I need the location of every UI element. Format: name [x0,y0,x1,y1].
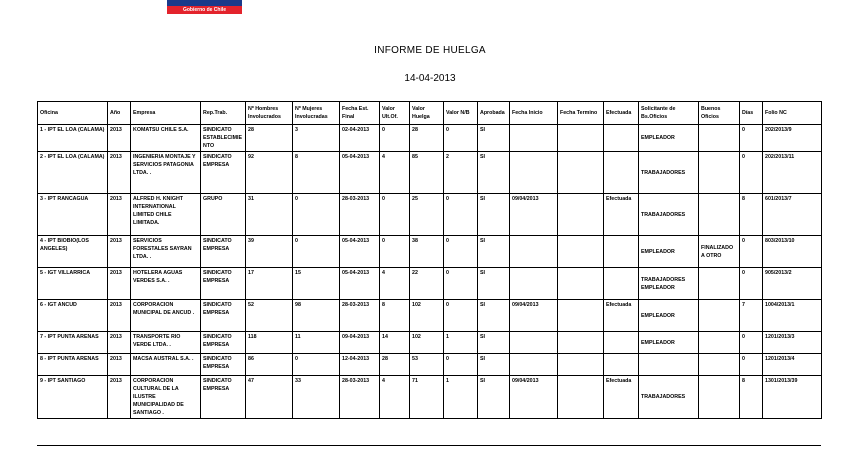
table-body [38,125,822,419]
table-cell: 71 [410,376,444,419]
table-cell: 6 - IGT ANCUD [38,300,108,332]
strike-report-table [37,101,822,419]
table-cell: 09-04-2013 [340,332,380,354]
table-cell: HOTELERA AGUAS VERDES S.A. . [131,268,201,300]
table-cell: CORPORACION CULTURAL DE LA ILUSTRE MUNICIPALIDAD DE SANTIAGO . [131,376,201,419]
table-cell: 98 [293,300,340,332]
table-cell: SI [478,125,510,152]
table-cell: 118 [246,332,293,354]
table-cell: EMPLEADOR [639,332,699,354]
table-cell: 0 [444,125,478,152]
table-cell: 09/04/2013 [510,300,558,332]
table-cell: 85 [410,152,444,194]
table-row [38,152,822,194]
table-cell: SINDICATO EMPRESA [201,268,246,300]
table-cell: 0 [444,300,478,332]
table-cell: 9 - IPT SANTIAGO [38,376,108,419]
col-header: Valor Huelga [410,102,444,125]
table-row [38,300,822,332]
table-cell [604,332,639,354]
table-cell: SERVICIOS FORESTALES SAYRAN LTDA. . [131,236,201,268]
table-cell: EMPLEADOR [639,300,699,332]
table-cell [510,125,558,152]
table-cell: SI [478,376,510,419]
table-cell: 202/2013/11 [763,152,822,194]
table-cell [699,194,740,236]
table-cell [558,194,604,236]
table-cell: 2013 [108,152,131,194]
table-cell: 102 [410,332,444,354]
col-header: Días [740,102,763,125]
table-cell: 0 [293,236,340,268]
table-cell: 0 [740,268,763,300]
table-cell: 8 [740,376,763,419]
table-cell: SINDICATO EMPRESA [201,332,246,354]
table-cell: Efectuada [604,300,639,332]
col-header: Fecha Termino [558,102,604,125]
table-cell: SINDICATO EMPRESA [201,354,246,376]
table-cell: 0 [444,236,478,268]
table-cell [699,268,740,300]
table-cell: 0 [444,268,478,300]
table-cell: 2013 [108,125,131,152]
table-cell [604,354,639,376]
table-cell: INGENIERIA MONTAJE Y SERVICIOS PATAGONIA LTDA. . [131,152,201,194]
table-cell: 0 [293,194,340,236]
table-cell: EMPLEADOR [639,125,699,152]
table-cell: 0 [740,236,763,268]
table-cell: 47 [246,376,293,419]
table-cell: 09/04/2013 [510,194,558,236]
table-cell: SI [478,332,510,354]
table-cell: SINDICATO EMPRESA [201,300,246,332]
table-cell: 0 [380,236,410,268]
col-header: Efectuada [604,102,639,125]
table-header-row [38,102,822,125]
table-cell: 33 [293,376,340,419]
table-cell: 0 [740,354,763,376]
col-header: Nº Hombres Involucrados [246,102,293,125]
table-cell: SI [478,354,510,376]
table-cell: EMPLEADOR [639,236,699,268]
table-cell: 2 - IPT EL LOA (CALAMA) [38,152,108,194]
table-cell: TRABAJADORES [639,194,699,236]
gobierno-logo [167,0,242,14]
table-cell: Efectuada [604,194,639,236]
table-cell: TRABAJADORES [639,152,699,194]
table-cell: 0 [380,125,410,152]
table-cell: MACSA AUSTRAL S.A. . [131,354,201,376]
table-cell [699,332,740,354]
page-bottom-line [37,445,821,446]
report-title: INFORME DE HUELGA [374,45,486,56]
table-cell: 2013 [108,376,131,419]
table-cell [699,152,740,194]
table-cell: 905/2013/2 [763,268,822,300]
col-header: Nº Mujeres Involucradas [293,102,340,125]
table-cell [604,268,639,300]
table-cell: CORPORACION MUNICIPAL DE ANCUD . [131,300,201,332]
table-row [38,354,822,376]
table-cell: Efectuada [604,376,639,419]
table-row [38,236,822,268]
table-cell: 4 [380,376,410,419]
table-cell: SINDICATO EMPRESA [201,236,246,268]
table-cell: 3 [293,125,340,152]
table-cell: 0 [740,152,763,194]
table-cell: 28-03-2013 [340,194,380,236]
table-cell: 28 [380,354,410,376]
report-date: 14-04-2013 [404,73,456,84]
table-cell [510,332,558,354]
table-cell: 52 [246,300,293,332]
table-cell: SINDICATO EMPRESA [201,376,246,419]
table-cell: 2013 [108,194,131,236]
table-cell: 38 [410,236,444,268]
table-cell: 4 - IPT BIOBIO(LOS ANGELES) [38,236,108,268]
col-header: Aprobada [478,102,510,125]
table-cell: 8 - IPT PUNTA ARENAS [38,354,108,376]
table-cell [699,354,740,376]
table-cell: SINDICATO ESTABLECIMIENTO [201,125,246,152]
table-cell: SI [478,152,510,194]
col-header: Año [108,102,131,125]
table-cell: 5 - IGT VILLARRICA [38,268,108,300]
table-cell: 8 [380,300,410,332]
table-cell: 05-04-2013 [340,152,380,194]
table-cell: 28-03-2013 [340,376,380,419]
table-cell: 2013 [108,354,131,376]
table-cell [510,268,558,300]
table-cell: 25 [410,194,444,236]
table-cell: 22 [410,268,444,300]
table-cell [558,152,604,194]
table-cell [558,268,604,300]
table-cell: 05-04-2013 [340,268,380,300]
table-cell: 15 [293,268,340,300]
table-cell: 39 [246,236,293,268]
col-header: Solicitante de Bs.Oficios [639,102,699,125]
table-cell: 2013 [108,268,131,300]
table-cell: 2013 [108,332,131,354]
col-header: Buenos Oficios [699,102,740,125]
table-cell: 4 [380,152,410,194]
table-cell: 0 [444,194,478,236]
col-header: Fecha Inicio [510,102,558,125]
table-row [38,376,822,419]
table-cell: 92 [246,152,293,194]
table-cell: SINDICATO EMPRESA [201,152,246,194]
table-cell: GRUPO [201,194,246,236]
col-header: Fecha Est. Final [340,102,380,125]
table-cell: KOMATSU CHILE S.A. [131,125,201,152]
table-cell: 28 [410,125,444,152]
table-cell: 14 [380,332,410,354]
table-cell [510,236,558,268]
col-header: Valor N/B [444,102,478,125]
table-row [38,332,822,354]
table-cell: 8 [740,194,763,236]
table-cell [699,300,740,332]
table-cell: 0 [740,125,763,152]
table-cell: 1201/2013/4 [763,354,822,376]
logo-text: Gobierno de Chile [182,7,227,13]
table-cell [558,354,604,376]
table-cell: ALFRED H. KNIGHT INTERNATIONAL LIMITED CHILE LIMITADA. [131,194,201,236]
table-cell: 1004/2013/1 [763,300,822,332]
table-cell: 12-04-2013 [340,354,380,376]
table-cell: 202/2013/9 [763,125,822,152]
table-cell: 2013 [108,236,131,268]
table-cell: 803/2013/10 [763,236,822,268]
table-cell: 601/2013/7 [763,194,822,236]
table-cell: TRANSPORTE RIO VERDE LTDA. . [131,332,201,354]
table-cell [510,152,558,194]
table-cell: 86 [246,354,293,376]
table-cell: 17 [246,268,293,300]
table-cell: 31 [246,194,293,236]
table-cell [558,300,604,332]
table-cell: 8 [293,152,340,194]
table-cell [699,125,740,152]
table-cell: 28-03-2013 [340,300,380,332]
col-header: Valor Ult.Of. [380,102,410,125]
table-cell: 0 [740,332,763,354]
table-cell [699,376,740,419]
table-cell: 11 [293,332,340,354]
table-cell [604,125,639,152]
col-header: Empresa [131,102,201,125]
table-cell: 1 [444,376,478,419]
table-cell: 28 [246,125,293,152]
table-cell: 02-04-2013 [340,125,380,152]
table-cell [639,354,699,376]
table-cell: 102 [410,300,444,332]
table-cell [510,354,558,376]
table-cell: 1 [444,332,478,354]
table-row [38,194,822,236]
table-cell: 7 [740,300,763,332]
table-row [38,268,822,300]
table-cell [558,236,604,268]
table-cell: 2013 [108,300,131,332]
table-cell: SI [478,236,510,268]
table-cell: 7 - IPT PUNTA ARENAS [38,332,108,354]
table-cell: 3 - IPT RANCAGUA [38,194,108,236]
table-cell: 05-04-2013 [340,236,380,268]
table-cell: TRABAJADORES EMPLEADOR [639,268,699,300]
table-cell: 4 [380,268,410,300]
table-cell: 1201/2013/3 [763,332,822,354]
col-header: Oficina [38,102,108,125]
table-cell [558,332,604,354]
table-cell [558,125,604,152]
table-cell [604,152,639,194]
table-cell: SI [478,194,510,236]
table-cell: 0 [293,354,340,376]
table-cell: TRABAJADORES [639,376,699,419]
table-cell: 0 [444,354,478,376]
table-cell: 2 [444,152,478,194]
table-cell: 09/04/2013 [510,376,558,419]
table-cell: FINALIZADO A OTRO [699,236,740,268]
table-cell: SI [478,268,510,300]
table-cell: 1301/2013/39 [763,376,822,419]
table-cell [604,236,639,268]
table-cell: 0 [380,194,410,236]
col-header: Rep.Trab. [201,102,246,125]
table-cell [558,376,604,419]
table-cell: 53 [410,354,444,376]
table-row [38,125,822,152]
table-cell: SI [478,300,510,332]
table-cell: 1 - IPT EL LOA (CALAMA) [38,125,108,152]
col-header: Folio NC [763,102,822,125]
